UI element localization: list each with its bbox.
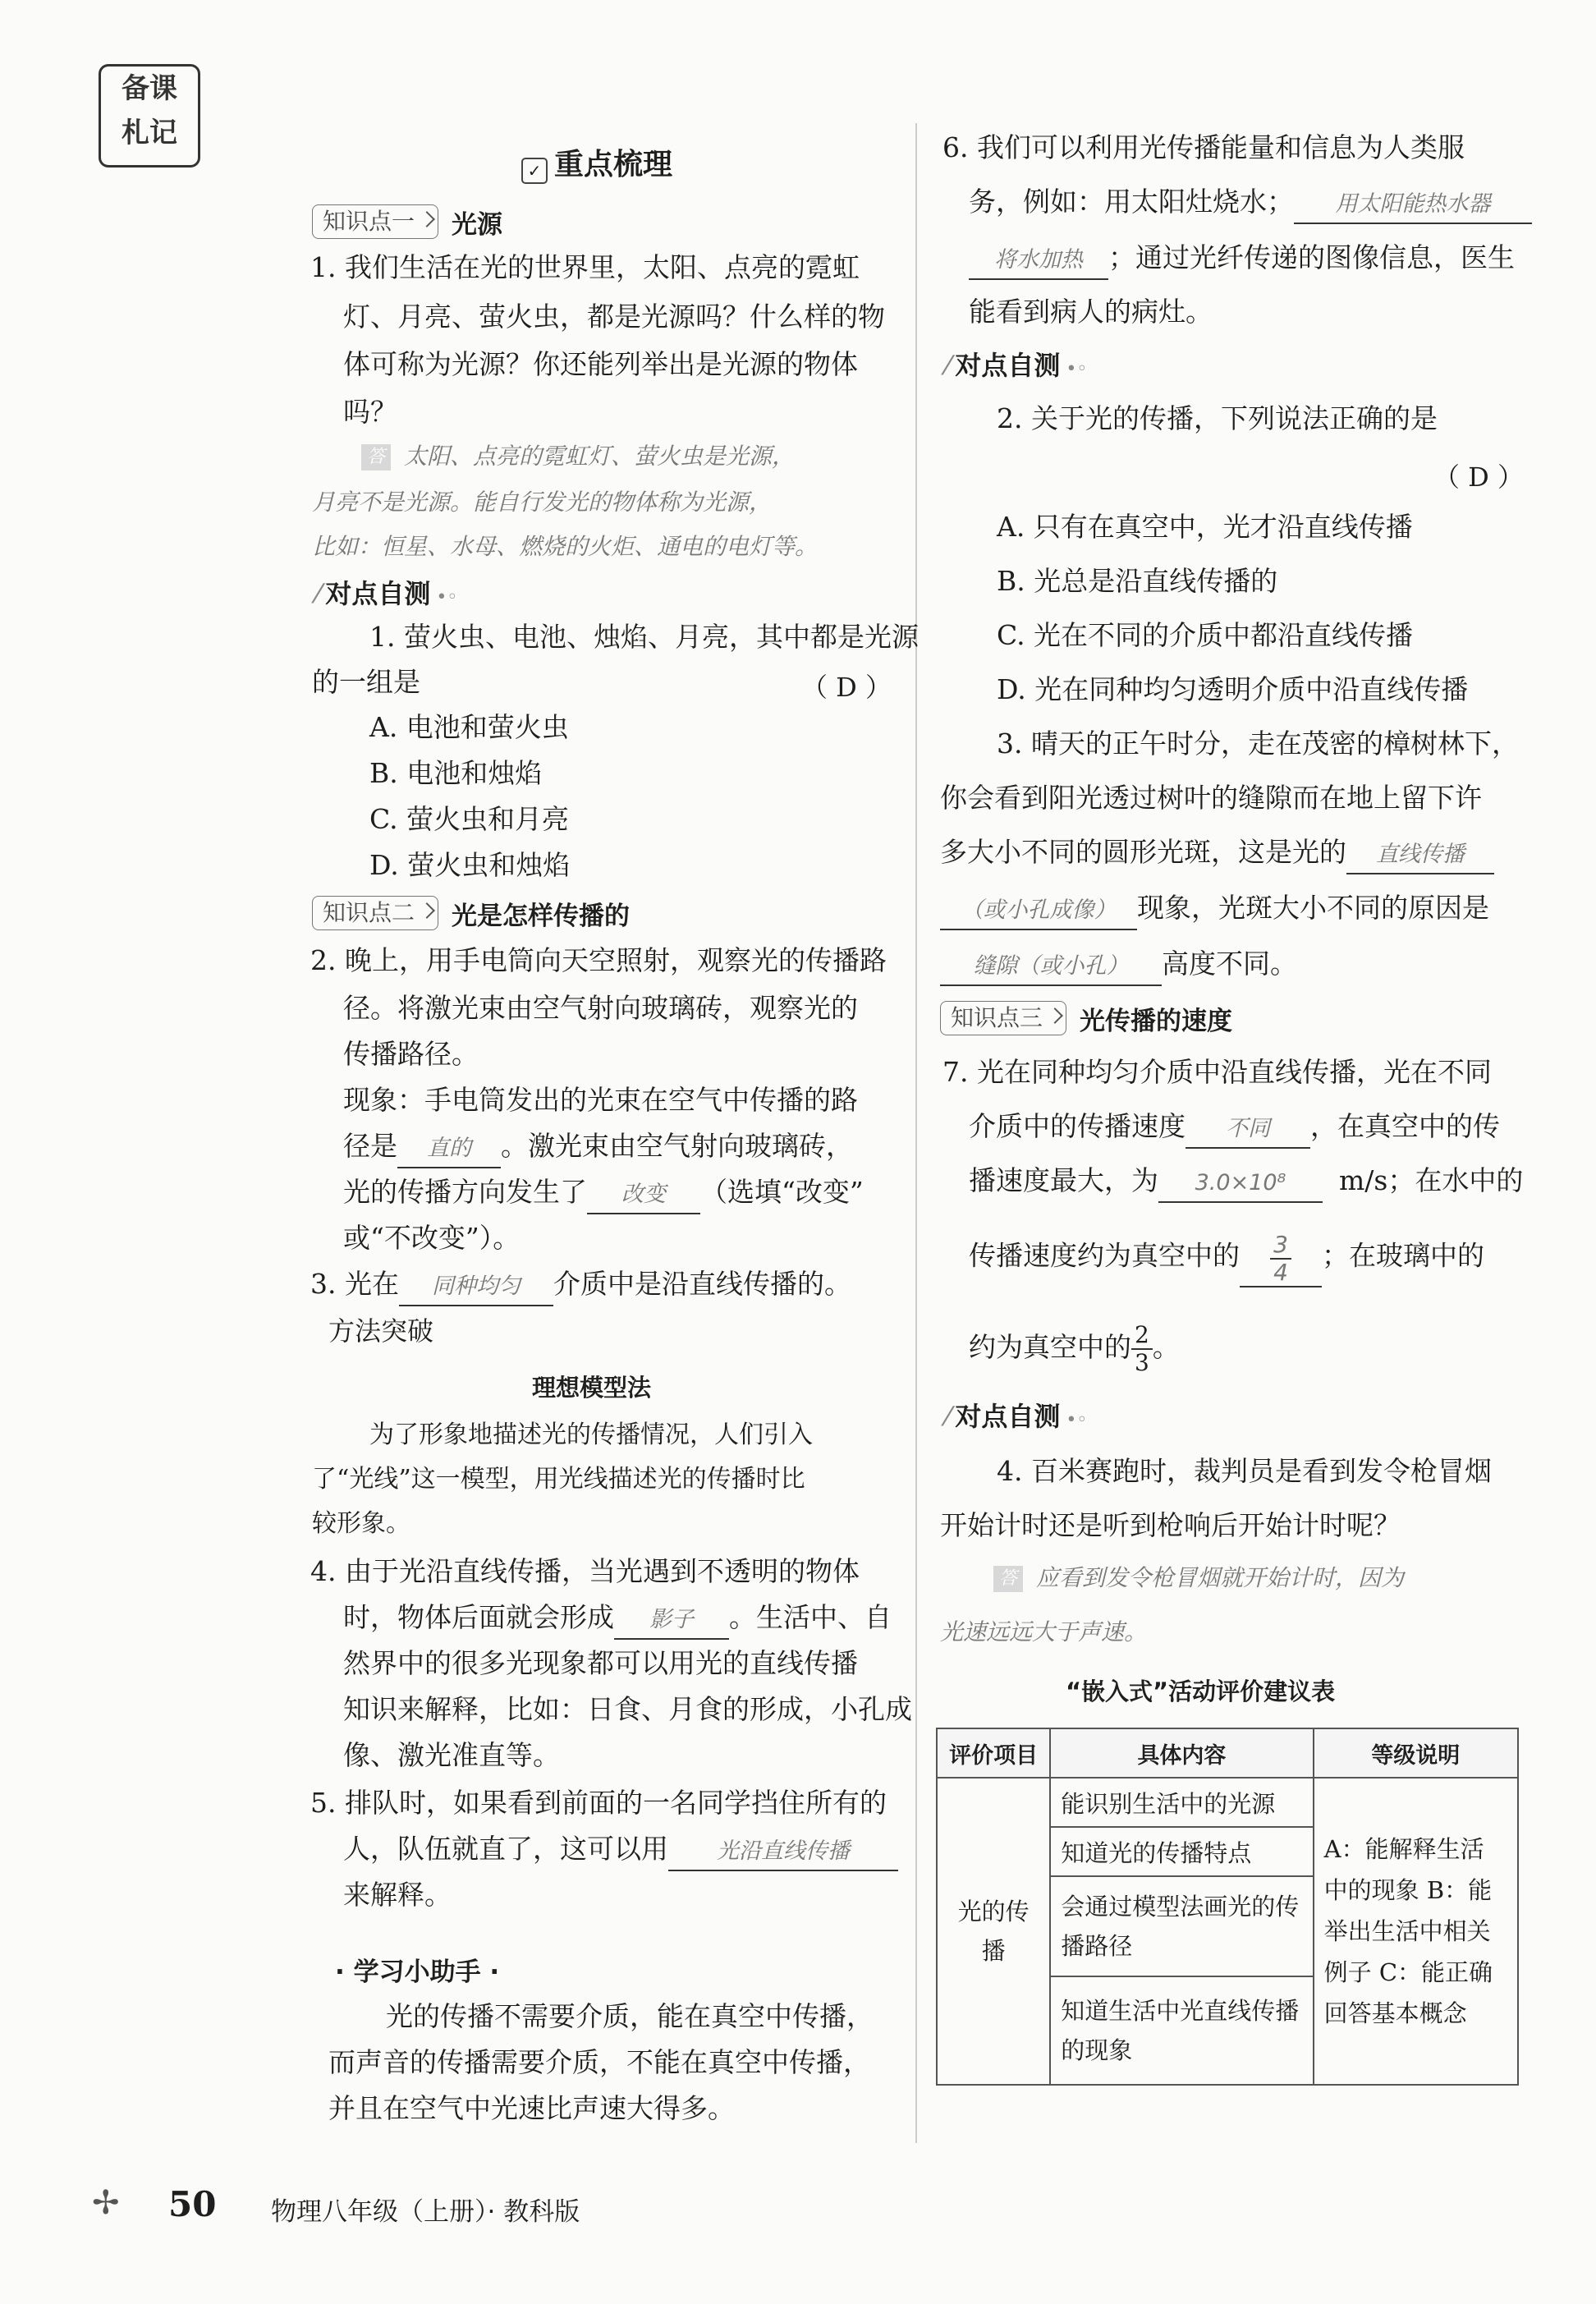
method-label: 方法突破 [328,1315,434,1347]
q7-line: 7. 光在同种均匀介质中沿直线传播，光在不同 [942,1056,1492,1088]
q6-line: 6. 我们可以利用光传播能量和信息为人类服 [942,131,1465,163]
q7-line: 介质中的传播速度 不同 ，在真空中的传 [969,1104,1500,1150]
self-test-heading: ⁄ 对点自测 •◦ [946,350,1088,381]
q5-line: 人，队伍就直了，这可以用 光沿直线传播 [343,1826,898,1872]
t1-option: B. 电池和烛焰 [369,757,543,789]
answer-text: 比如：恒星、水母、燃烧的火炬、通电的电灯等。 [312,533,819,560]
knowledge-point-3 [940,1000,1232,1036]
q1-line: 灯、月亮、萤火虫，都是光源吗？什么样的物 [343,301,885,333]
fill-blank: 用太阳能热水器 [1294,186,1532,224]
t2-answer: （ D ） [1433,461,1525,493]
answer-badge: 答 [993,1566,1023,1592]
kp-title: 光源 [452,209,503,240]
t1-line2: 的一组是 [312,666,420,698]
q6-line: 将水加热 ；通过光纤传递的图像信息，医生 [969,235,1515,281]
q5-line: 来解释。 [343,1879,452,1911]
answer-badge: 答 [361,444,391,470]
kp-title: 光传播的速度 [1080,1006,1233,1036]
t3-line: 3. 晴天的正午时分，走在茂密的樟树林下， [997,727,1519,760]
q2-line: 现象：手电筒发出的光束在空气中传播的路 [343,1084,858,1116]
self-test-heading: ⁄ 对点自测 •◦ [946,1401,1088,1432]
fill-blank: 影子 [614,1602,729,1640]
q1-line: 体可称为光源？你还能列举出是光源的物体 [343,348,858,380]
q2-line: 光的传播方向发生了 改变 （选填“改变” [343,1169,864,1215]
t3-line: 缝隙（或小孔） 高度不同。 [940,941,1297,987]
fill-blank: 3.0×10⁸ [1158,1165,1323,1203]
fill-blank: 改变 [587,1177,700,1214]
fraction-numerator: 2 [1131,1322,1153,1350]
knowledge-point-1 [312,204,502,240]
answer-text: 太阳、点亮的霓虹灯、萤火虫是光源， [404,443,796,470]
q2-line: 径是 直的 。激光束由空气射向玻璃砖， [343,1123,853,1169]
table-content: 能识别生活中的光源 [1050,1778,1313,1827]
q4-line: 知识来解释，比如：日食、月食的形成，小孔成 [343,1693,912,1725]
table-content: 会通过模型法画光的传播路径 [1050,1876,1313,1976]
q7-line: 播速度最大，为 3.0×10⁸ m/s；在水中的 [969,1158,1523,1204]
t3-line: 多大小不同的圆形光斑，这是光的 直线传播 [940,829,1494,875]
fraction-numerator: 3 [1270,1232,1291,1260]
table-content: 知道光的传播特点 [1050,1827,1313,1876]
kp-tag: 知识点二 [312,896,438,930]
q4-line: 时，物体后面就会形成 影子 。生活中、自 [343,1595,892,1641]
q6-line: 务，例如：用太阳灶烧水； 用太阳能热水器 [969,179,1532,225]
table-header: 评价项目 [937,1728,1050,1778]
table-title: “嵌入式”活动评价建议表 [1066,1678,1336,1705]
t2-option: D. 光在同种均匀透明介质中沿直线传播 [997,673,1469,705]
t1-line1: 1. 萤火虫、电池、烛焰、月亮，其中都是光源 [369,621,919,653]
fraction-denominator: 3 [1135,1349,1149,1376]
q4-line: 4. 由于光沿直线传播，当光遇到不透明的物体 [310,1555,860,1587]
t3-line: （或小孔成像） 现象，光斑大小不同的原因是 [940,885,1489,931]
t4-line: 4. 百米赛跑时，裁判员是看到发令枪冒烟 [997,1455,1492,1487]
t1-option: A. 电池和萤火虫 [369,711,569,743]
checklist-icon: ✓ [521,158,548,184]
q2-line: 传播路径。 [343,1038,479,1070]
q2-line: 径。将激光束由空气射向玻璃砖，观察光的 [343,992,858,1024]
table-header: 具体内容 [1050,1728,1313,1778]
helper-title: · 学习小助手 · [335,1957,500,1987]
q2-line: 2. 晚上，用手电筒向天空照射，观察光的传播路 [310,944,887,976]
t1-option: D. 萤火虫和烛焰 [369,849,571,881]
q7-line: 传播速度约为真空中的 $\frac{3}{4}$ ；在玻璃中的 [969,1231,1484,1286]
q1-line: 吗？ [343,396,397,428]
evaluation-table [936,1728,1519,2086]
corner-tag-line2: 札记 [122,117,177,149]
method-title: 理想模型法 [532,1374,652,1402]
table-grades: A：能解释生活中的现象 B：能举出生活中相关例子 C：能正确回答基本概念 [1314,1778,1518,2085]
table-header: 等级说明 [1314,1728,1518,1778]
q4-line: 像、激光准直等。 [343,1739,560,1771]
page-number: 50 [168,2184,217,2224]
t1-option: C. 萤火虫和月亮 [369,803,570,835]
book-title: 物理八年级（上册）· 教科版 [271,2197,580,2227]
section-heading: ✓ 重点梳理 [521,141,672,184]
q2-line: 或“不改变”）。 [343,1222,521,1254]
t2-line1: 2. 关于光的传播，下列说法正确的是 [997,402,1438,434]
q1-line: 1. 我们生活在光的世界里，太阳、点亮的霓虹 [310,251,860,283]
fill-blank: 直的 [397,1131,501,1168]
fill-blank: 直线传播 [1346,837,1494,874]
t2-option: B. 光总是沿直线传播的 [997,565,1278,597]
fill-blank: 不同 [1186,1111,1310,1149]
kp-tag: 知识点三 [940,1001,1066,1035]
fill-blank: 将水加热 [969,242,1108,280]
t2-option: A. 只有在真空中，光才沿直线传播 [997,511,1413,543]
fill-blank: （或小孔成像） [940,893,1137,930]
kp-tag: 知识点一 [312,204,438,239]
answer-text: 光速远远大于声速。 [940,1618,1148,1645]
fill-blank [1240,1232,1322,1287]
fraction-denominator: 4 [1273,1259,1288,1286]
self-test-heading: ⁄ 对点自测 •◦ [316,578,458,609]
q4-line: 然界中的很多光现象都可以用光的直线传播 [343,1647,858,1679]
footer-decoration-icon: ✢ [92,2184,120,2222]
t2-option: C. 光在不同的介质中都沿直线传播 [997,619,1414,651]
t1-answer: （ D ） [801,672,892,703]
table-content: 知道生活中光直线传播的现象 [1050,1976,1313,2085]
t4-line: 开始计时还是听到枪响后开始计时呢？ [940,1509,1401,1541]
corner-tag [99,64,200,168]
q6-line: 能看到病人的病灶。 [969,296,1213,328]
answer-text: 应看到发令枪冒烟就开始计时，因为 [1036,1564,1405,1591]
knowledge-point-2 [312,895,630,931]
table-item: 光的传播 [937,1778,1050,2085]
t3-line: 你会看到阳光透过树叶的缝隙而在地上留下许 [940,782,1482,814]
fill-blank: 缝隙（或小孔） [940,948,1162,986]
kp-title: 光是怎样传播的 [452,901,631,931]
question-3: 3. 光在 同种均匀 介质中是沿直线传播的。 [310,1261,851,1307]
q5-line: 5. 排队时，如果看到前面的一名同学挡住所有的 [310,1787,887,1819]
q7-line: 约为真空中的 $\frac{2}{3}$ 。 [969,1321,1180,1376]
fill-blank: 光沿直线传播 [668,1834,898,1871]
answer-text: 月亮不是光源。能自行发光的物体称为光源， [312,489,773,516]
corner-tag-line1: 备课 [122,72,177,105]
fill-blank: 同种均匀 [399,1269,553,1306]
column-divider [915,123,917,2143]
